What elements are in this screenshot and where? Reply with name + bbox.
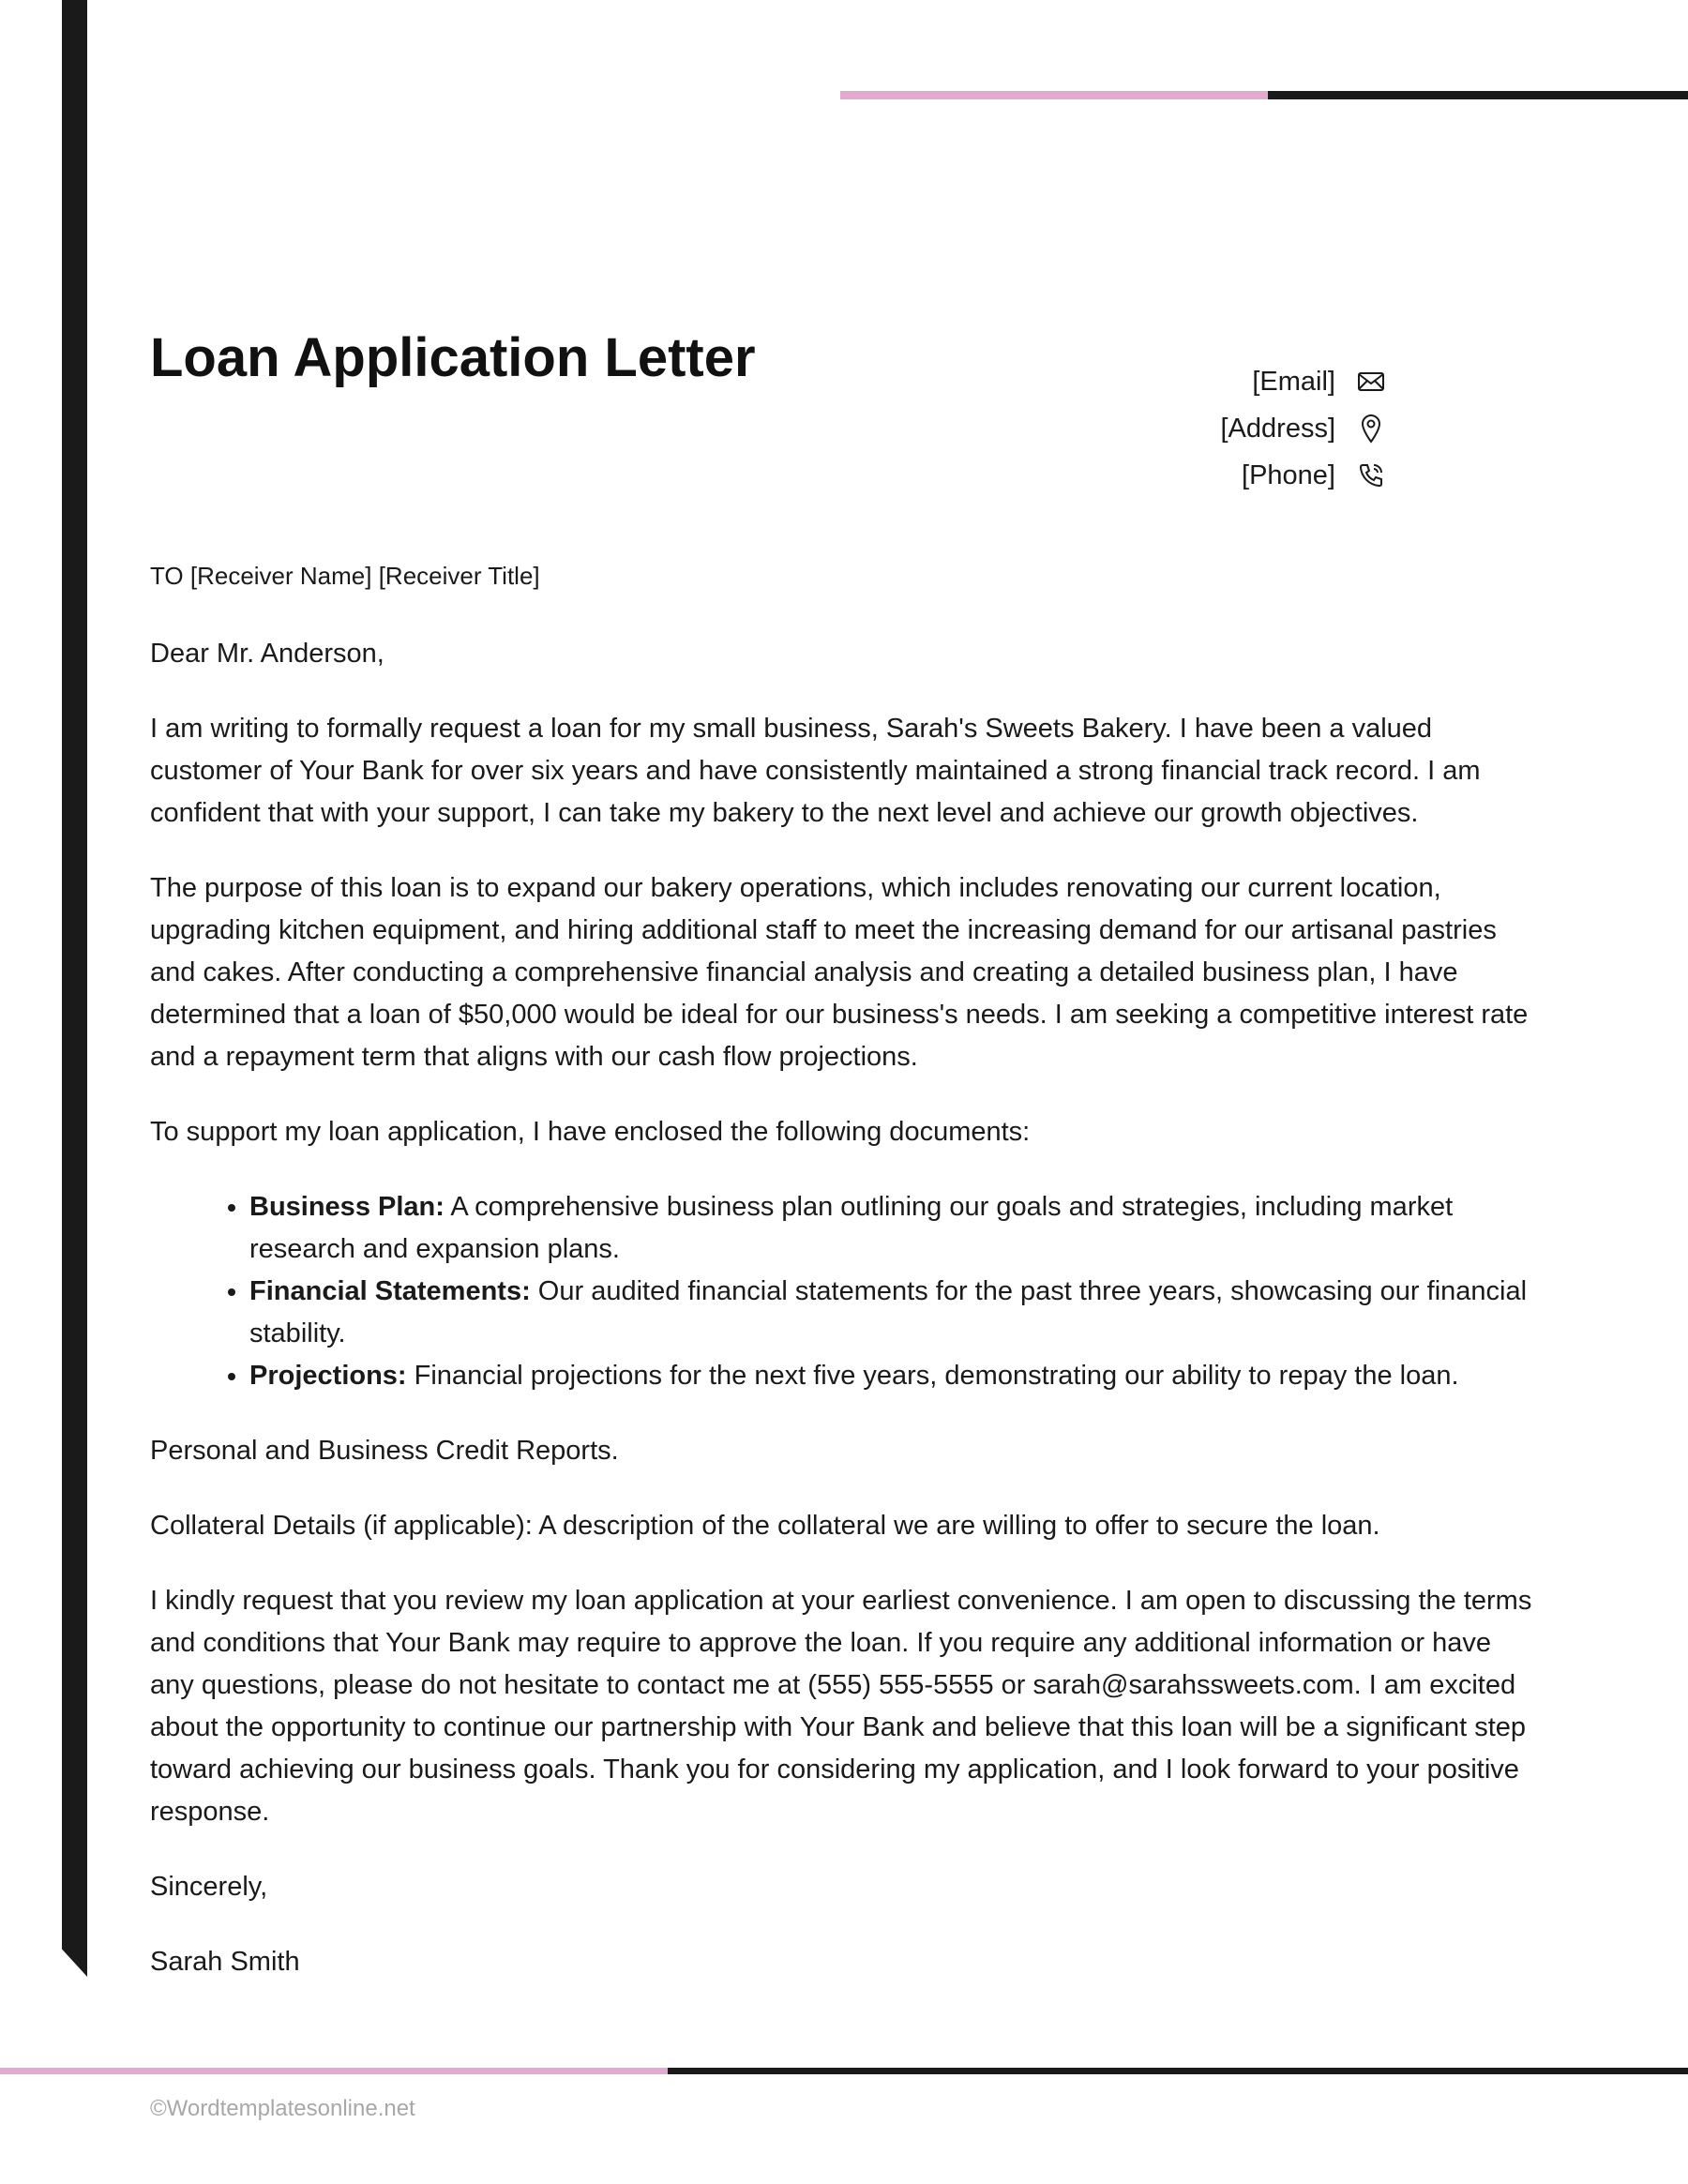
contact-email	[994, 358, 1388, 405]
documents-list	[150, 1186, 1538, 1397]
page-title: Loan Application Letter	[150, 327, 756, 388]
envelope-icon	[1354, 365, 1388, 399]
list-item-label: Business Plan:	[249, 1192, 445, 1222]
footer-watermark: ©Wordtemplatesonline.net	[150, 2096, 415, 2121]
bottom-rule-pink	[0, 2068, 668, 2074]
list-item	[249, 1186, 1538, 1271]
list-item-label: Projections:	[249, 1361, 407, 1391]
list-item-text: A comprehensive business plan outlining our goals and strategies, including market research and expansion plans.	[249, 1192, 1454, 1264]
paragraph-credit-reports: Personal and Business Credit Reports.	[150, 1436, 619, 1466]
contact-address	[994, 405, 1388, 452]
paragraph-purpose: The purpose of this loan is to expand our bakery operations, which includes renovating our current location, upgrading kitchen equipment, and hiring additional staff to meet the increasing demand for our artisanal pastries and cakes. After conducting a comprehensive financial analysis and creating a detailed business plan, I have determined that a loan of $50,000 would be ideal for our business's needs. I am seeking a competitive interest rate and a repayment term that aligns with our cash flow projections.	[150, 873, 1529, 1072]
recipient-line: TO [Receiver Name] [Receiver Title]	[150, 562, 540, 590]
list-item	[249, 1355, 1538, 1397]
contact-block	[994, 358, 1388, 499]
contact-phone-label: [Phone]	[1242, 459, 1335, 490]
contact-address-label: [Address]	[1220, 413, 1335, 444]
paragraph-closing-request: I kindly request that you review my loan application at your earliest convenience. I am open to discussing the terms and conditions that Your Bank may require to approve the loan. If you require any additional information or have any questions, please do not hesitate to contact me at (555) 555-5555 or sarah@sarahssweets.com. I am excited about the opportunity to continue our partnership with Your Bank and believe that this loan will be a significant step toward achieving our business goals. Thank you for considering my application, and I look forward to your positive response.	[150, 1586, 1532, 1827]
closing: Sincerely,	[150, 1872, 268, 1902]
location-pin-icon	[1354, 412, 1388, 445]
list-item	[249, 1271, 1538, 1355]
top-rule-pink	[840, 91, 1268, 99]
top-rule-dark	[1268, 91, 1688, 99]
list-item-text: Our audited financial statements for the past three years, showcasing our financial stability.	[249, 1276, 1528, 1348]
paragraph-documents-intro: To support my loan application, I have enclosed the following documents:	[150, 1117, 1031, 1147]
phone-icon	[1354, 459, 1388, 492]
list-item-text: Financial projections for the next five years, demonstrating our ability to repay the loan.	[406, 1361, 1459, 1391]
contact-email-label: [Email]	[1252, 366, 1335, 397]
signature: Sarah Smith	[150, 1947, 300, 1977]
bottom-rule-dark	[668, 2068, 1688, 2074]
list-item-label: Financial Statements:	[249, 1276, 531, 1306]
salutation: Dear Mr. Anderson,	[150, 639, 384, 669]
letter-body	[150, 555, 1538, 2016]
left-accent-bar	[62, 0, 87, 1977]
paragraph-collateral: Collateral Details (if applicable): A description of the collateral we are willing to offer to secure the loan.	[150, 1511, 1380, 1541]
contact-phone	[994, 452, 1388, 499]
paragraph-intro: I am writing to formally request a loan for my small business, Sarah's Sweets Bakery. I have been a valued customer of Your Bank for over six years and have consistently maintained a strong financial track record. I am confident that with your support, I can take my bakery to the next level and achieve our growth objectives.	[150, 714, 1481, 828]
